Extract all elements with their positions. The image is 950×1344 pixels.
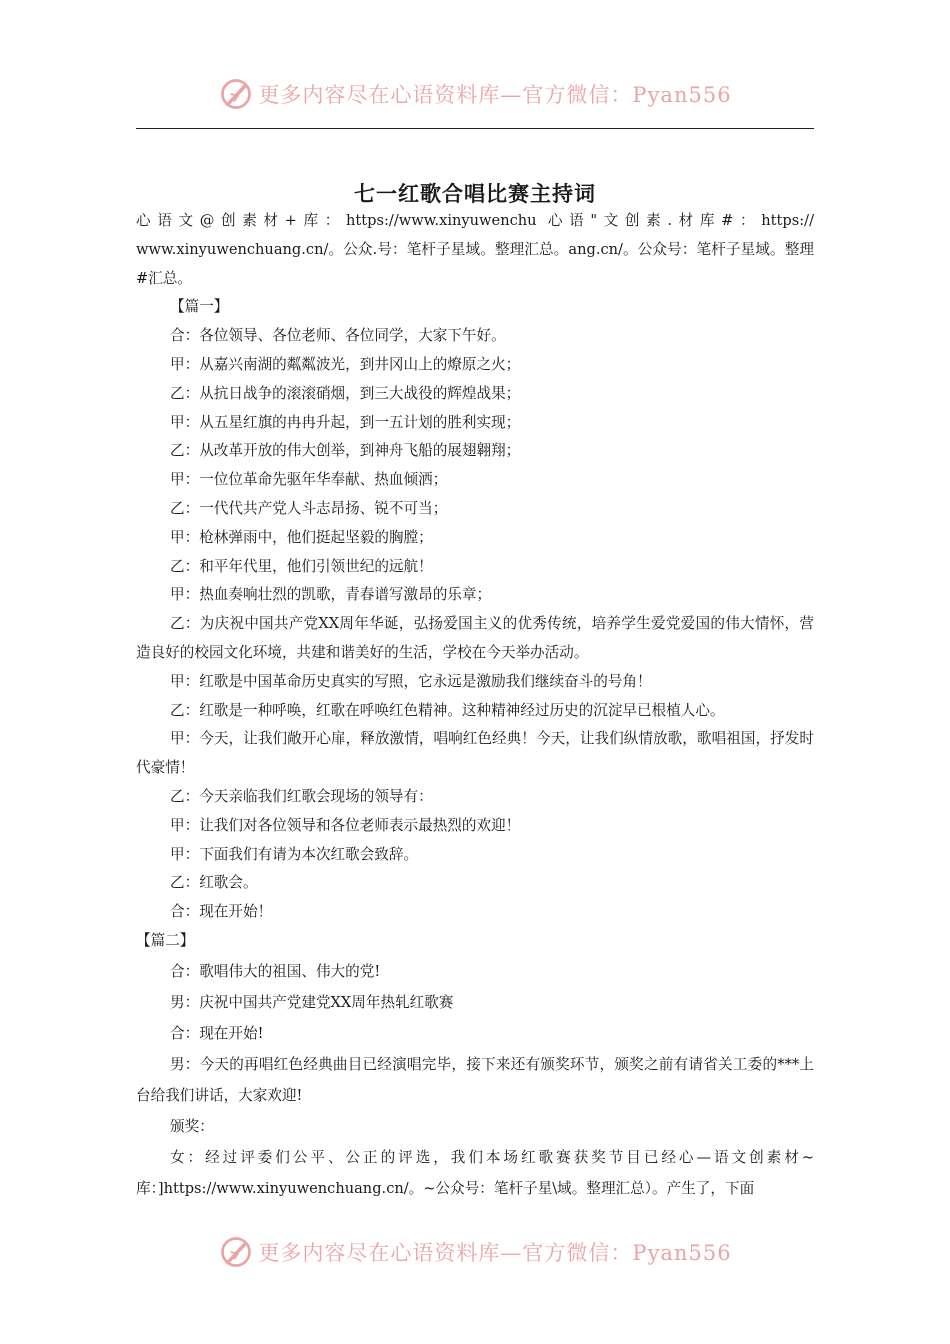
intro-paragraph: 心语文@创素材+库：https://www.xinyuwenchu 心语"文创素.材库#：https:// www.xinyuwenchuang.cn/。公众.号：笔杆子星域。整理汇总。ang.cn/。公众号：笔杆子星域。整理#汇总。 xyxy=(136,212,814,287)
dialogue-line: 乙：为庆祝中国共产党XX周年华诞，弘扬爱国主义的优秀传统，培养学生爱党爱国的伟大情怀，营造良好的校园文化环境，共建和谐美好的生活，学校在今天举办活动。 xyxy=(136,615,814,661)
dialogue-line: 乙：一代代共产党人斗志昂扬、锐不可当； xyxy=(170,499,448,517)
dialogue-line: 甲：今天，让我们敞开心扉，释放激情，唱响红色经典！今天，让我们纵情放歌，歌唱祖国，抒发时代豪情！ xyxy=(136,730,814,777)
document-title: 七一红歌合唱比赛主持词 xyxy=(354,182,596,206)
quill-logo-icon xyxy=(218,1234,254,1270)
dialogue-line: 甲：枪林弹雨中，他们挺起坚毅的胸膛； xyxy=(170,528,433,546)
dialogue-line: 乙：从改革开放的伟大创举，到神舟飞船的展翅翱翔； xyxy=(170,442,521,460)
dialogue-line: 甲：下面我们有请为本次红歌会致辞。 xyxy=(170,845,419,863)
dialogue-line: 合：现在开始！ xyxy=(170,903,273,921)
dialogue-line: 女：经过评委们公平、公正的评选，我们本场红歌赛获奖节目已经心—语文创素材~库：]https://www.xinyuwenchuang.cn/。~公众号：笔杆子星\域。整理汇总）。产生了，下面 xyxy=(136,1148,814,1197)
header-watermark-text: 更多内容尽在心语资料库—官方微信：Pyan556 xyxy=(258,83,732,107)
dialogue-line: 甲：热血奏响壮烈的凯歌，青春谱写激昂的乐章； xyxy=(170,586,492,604)
dialogue-line: 乙：红歌会。 xyxy=(170,874,258,892)
dialogue-line: 合：歌唱伟大的祖国、伟大的党! xyxy=(170,962,381,980)
dialogue-line: 甲：让我们对各位领导和各位老师表示最热烈的欢迎！ xyxy=(170,816,521,834)
dialogue-line: 甲：从五星红旗的冉冉升起，到一五计划的胜利实现； xyxy=(170,413,521,431)
footer-watermark-banner xyxy=(0,1230,950,1274)
dialogue-line: 乙：从抗日战争的滚滚硝烟，到三大战役的辉煌战果； xyxy=(170,384,521,402)
section2-heading: 【篇二】 xyxy=(136,931,195,949)
dialogue-line: 男：庆祝中国共产党建党XX周年热轧红歌赛 xyxy=(170,993,454,1011)
header-watermark-banner xyxy=(0,72,950,116)
quill-logo-icon xyxy=(218,76,254,112)
section1-heading: 【篇一】 xyxy=(170,298,229,316)
dialogue-line: 男：今天的再唱红色经典曲目已经演唱完毕，接下来还有颁奖环节，颁奖之前有请省关工委的***上台给我们讲话，大家欢迎! xyxy=(136,1055,814,1104)
dialogue-line: 颁奖： xyxy=(170,1117,214,1135)
dialogue-line: 乙：红歌是一种呼唤，红歌在呼唤红色精神。这种精神经过历史的沉淀早已根植人心。 xyxy=(170,701,725,719)
header-divider xyxy=(136,128,814,129)
dialogue-line: 乙：今天亲临我们红歌会现场的领导有： xyxy=(170,787,433,805)
dialogue-line: 合：各位领导、各位老师、各位同学，大家下午好。 xyxy=(170,327,506,345)
dialogue-line: 合：现在开始! xyxy=(170,1024,264,1042)
footer-watermark-text: 更多内容尽在心语资料库—官方微信：Pyan556 xyxy=(258,1241,732,1265)
dialogue-line: 甲：红歌是中国革命历史真实的写照，它永远是激励我们继续奋斗的号角！ xyxy=(170,672,652,690)
document-body xyxy=(136,207,814,1204)
dialogue-line: 甲：从嘉兴南湖的粼粼波光，到井冈山上的燎原之火； xyxy=(170,355,521,373)
dialogue-line: 甲：一位位革命先驱年华奉献、热血倾洒； xyxy=(170,471,448,489)
dialogue-line: 乙：和平年代里，他们引领世纪的远航！ xyxy=(170,557,433,575)
